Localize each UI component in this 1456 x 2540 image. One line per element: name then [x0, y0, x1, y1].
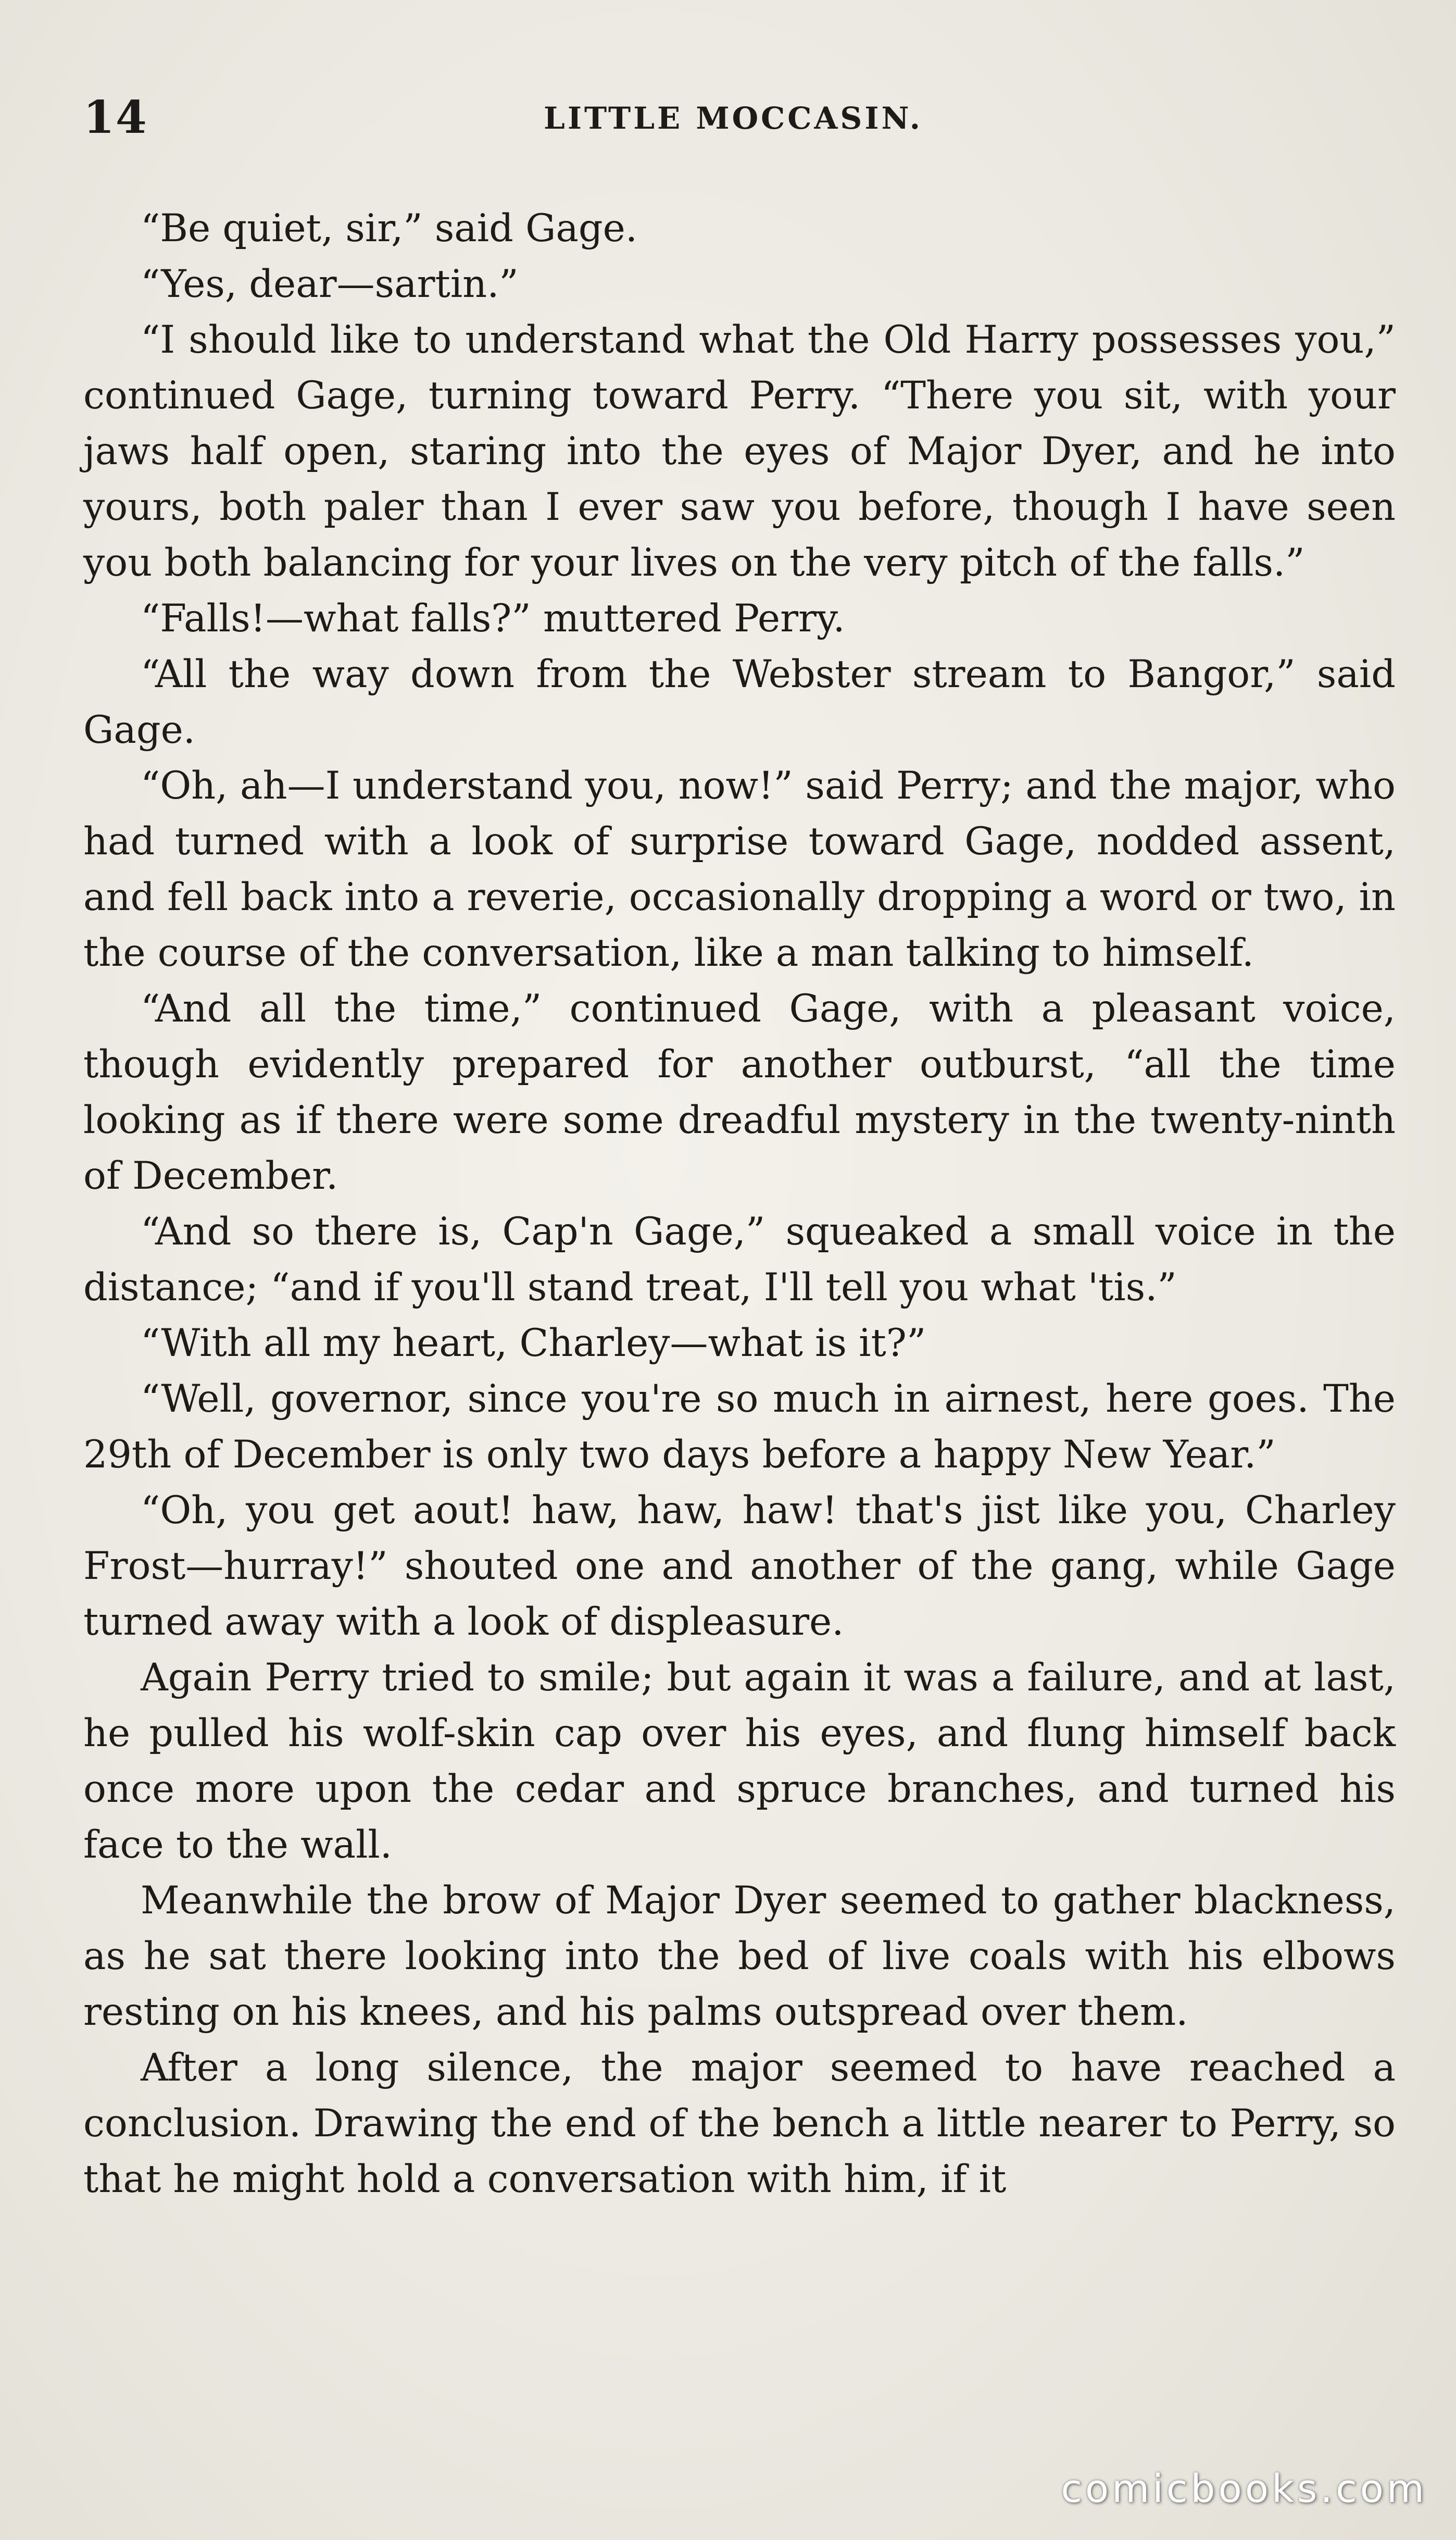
paragraph: “Falls!—what falls?” muttered Perry. — [141, 596, 845, 641]
paragraph: After a long silence, the major seemed to have reached a conclusion. Drawing the end of the bench a little nearer to Perry, so that he might hold a conversation with him, if it — [83, 2046, 1396, 2201]
running-title: LITTLE MOCCASIN. — [544, 101, 923, 136]
paragraph: “Well, governor, since you're so much in airnest, here goes. The 29th of December is only two days before a happy New Year.” — [83, 1377, 1396, 1477]
page-header — [83, 91, 1383, 148]
paragraph: Again Perry tried to smile; but again it was a failure, and at last, he pulled his wolf-skin cap over his eyes, and flung himself back once more upon the cedar and spruce branches, and turned his face to the wall. — [83, 1655, 1396, 1867]
paragraph: “Yes, dear—sartin.” — [141, 262, 519, 306]
paragraph: “Oh, you get aout! haw, haw, haw! that's jist like you, Charley Frost—hurray!” shouted one and another of the gang, while Gage turned away with a look of displeasure. — [83, 1488, 1396, 1644]
paragraph: “And all the time,” continued Gage, with a pleasant voice, though evidently prepared for another outburst, “all the time looking as if there were some dreadful mystery in the twenty-ninth of December. — [83, 987, 1396, 1198]
paragraph: “Be quiet, sir,” said Gage. — [141, 206, 638, 251]
body-text — [83, 201, 1396, 2207]
page-number: 14 — [83, 91, 148, 144]
paragraph: “And so there is, Cap'n Gage,” squeaked a small voice in the distance; “and if you'll stand treat, I'll tell you what 'tis.” — [83, 1210, 1396, 1310]
watermark: comicbooks.com — [1061, 2467, 1427, 2511]
paragraph: “All the way down from the Webster stream to Bangor,” said Gage. — [83, 652, 1396, 752]
paragraph: Meanwhile the brow of Major Dyer seemed to gather blackness, as he sat there looking into the bed of live coals with his elbows resting on his knees, and his palms outspread over them. — [83, 1878, 1396, 2034]
paragraph: “With all my heart, Charley—what is it?” — [141, 1321, 926, 1365]
paragraph: “Oh, ah—I understand you, now!” said Perry; and the major, who had turned with a look of surprise toward Gage, nodded assent, and fell back into a reverie, occasionally dropping a word or two, in the course of the conversation, like a man talking to himself. — [83, 764, 1396, 975]
paragraph: “I should like to understand what the Old Harry possesses you,” continued Gage, turning toward Perry. “There you sit, with your jaws half open, staring into the eyes of Major Dyer, and he into yours, both paler than I ever saw you before, though I have seen you both balancing for your lives on the very pitch of the falls.” — [83, 318, 1396, 585]
